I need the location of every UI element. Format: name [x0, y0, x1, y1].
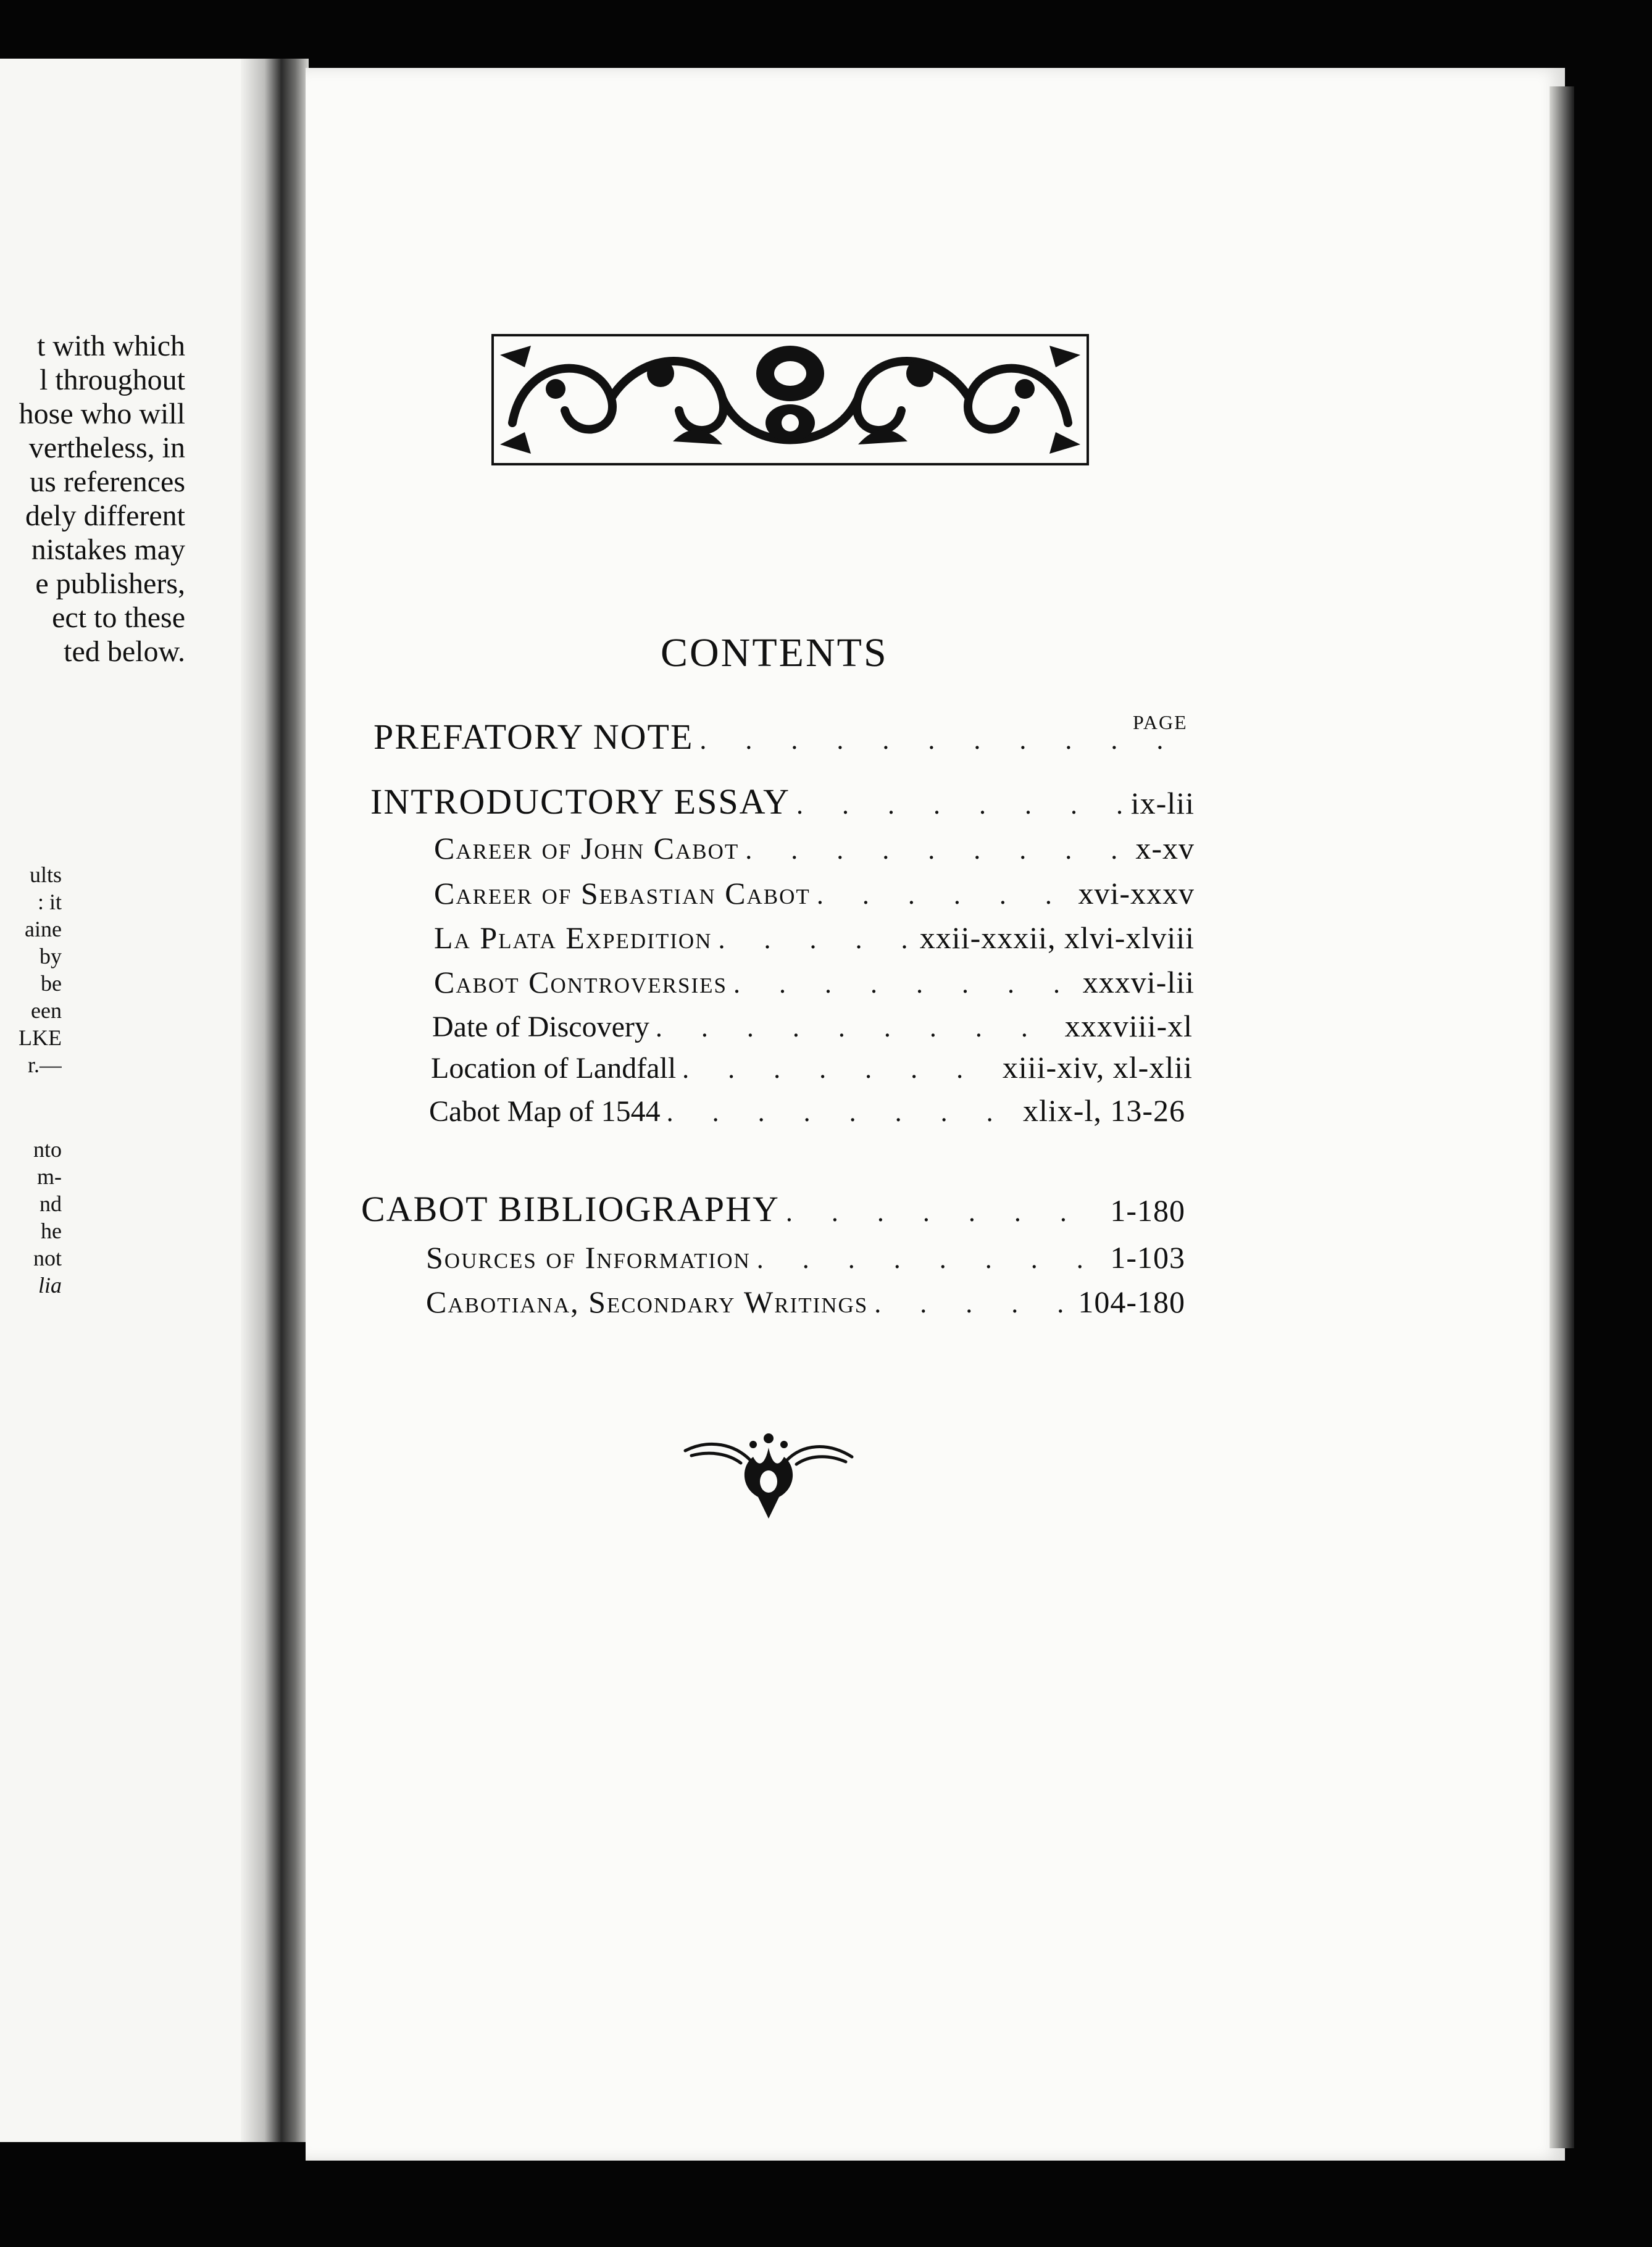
toc-entry-pages: 104-180	[1078, 1285, 1185, 1319]
toc-entry-title: Date of Discovery	[432, 1011, 649, 1043]
toc-entry-cabot-bibliography[interactable]	[361, 1188, 1185, 1230]
toc-entry-title: Cabot Controversies	[434, 965, 727, 999]
toc-entry-pages: xxxviii-xl	[1064, 1009, 1193, 1043]
toc-entry-title: Career of John Cabot	[434, 831, 740, 865]
toc-entry-title: La Plata Expedition	[434, 920, 712, 955]
toc-entry-pages: ix-lii	[1130, 786, 1195, 820]
toc-entry-title: Cabotiana, Secondary Writings	[426, 1285, 869, 1319]
facing-text-line: nistakes may	[31, 533, 185, 566]
facing-text-line: l throughout	[40, 364, 185, 396]
facing-note-line: lia	[38, 1273, 62, 1298]
facing-text-line: dely different	[25, 499, 185, 532]
dot-leader	[733, 968, 1078, 999]
facing-page	[0, 59, 252, 2142]
toc-entry-la-plata-expedition[interactable]	[434, 920, 1195, 956]
facing-text-line: ect to these	[52, 601, 185, 634]
toc-entry-career-john-cabot[interactable]	[434, 830, 1195, 866]
facing-note-line: : it	[37, 890, 62, 914]
facing-note-line: aine	[25, 917, 62, 941]
facing-text-line: us references	[30, 465, 185, 498]
dot-leader	[796, 789, 1126, 820]
toc-entry-cabot-controversies[interactable]	[434, 964, 1195, 1000]
facing-note-line: nd	[40, 1191, 62, 1216]
dot-leader	[745, 834, 1130, 865]
dot-leader	[817, 879, 1074, 911]
dot-leader	[874, 1288, 1073, 1319]
toc-entry-date-of-discovery[interactable]	[432, 1008, 1193, 1044]
dot-leader	[667, 1096, 1018, 1128]
dot-leader	[699, 724, 1190, 756]
page-column-label: PAGE	[1133, 711, 1188, 733]
facing-note-line: be	[41, 971, 62, 996]
toc-entry-title: PREFATORY NOTE	[373, 717, 694, 757]
dot-leader	[682, 1053, 998, 1085]
toc-entry-title: Location of Landfall	[431, 1052, 677, 1085]
flower-tailpiece-icon	[679, 1426, 858, 1525]
toc-entry-introductory-essay[interactable]	[370, 781, 1195, 822]
facing-text-line: hose who will	[19, 398, 185, 430]
toc-entry-prefatory-note[interactable]	[373, 716, 1195, 757]
facing-note-line: he	[41, 1219, 62, 1243]
toc-entry-pages: xiii-xiv, xl-xlii	[1002, 1050, 1193, 1085]
page-edge	[1550, 86, 1574, 2148]
toc-entry-cabot-map-1544[interactable]	[429, 1093, 1185, 1128]
facing-note-line: not	[33, 1246, 62, 1270]
toc-entry-pages: x-xv	[1135, 831, 1195, 865]
facing-note-line: een	[31, 998, 62, 1023]
dot-leader	[718, 923, 914, 955]
facing-text-line: e publishers,	[35, 567, 185, 600]
page-title: CONTENTS	[661, 630, 888, 675]
facing-note-line: by	[40, 944, 62, 969]
toc-entry-career-sebastian-cabot[interactable]	[434, 875, 1195, 911]
toc-entry-title: Career of Sebastian Cabot	[434, 876, 811, 911]
facing-note-line: m-	[37, 1164, 62, 1189]
toc-entry-cabotiana-secondary-writings[interactable]	[426, 1284, 1185, 1320]
facing-note-line: LKE	[19, 1025, 62, 1050]
toc-entry-pages: xlix-l, 13-26	[1023, 1093, 1185, 1128]
facing-text-line: vertheless, in	[28, 431, 185, 464]
toc-entry-pages: xvi-xxxv	[1078, 876, 1195, 911]
toc-entry-pages: xxxvi-lii	[1082, 965, 1195, 999]
facing-text-line: ted below.	[64, 635, 185, 668]
facing-note-line: r.—	[27, 1053, 62, 1077]
toc-entry-sources-of-information[interactable]	[426, 1240, 1185, 1275]
dot-leader	[656, 1012, 1060, 1043]
facing-note-line: nto	[33, 1137, 62, 1162]
toc-entry-title: INTRODUCTORY ESSAY	[370, 782, 791, 822]
floral-scroll-headpiece-icon	[488, 330, 1093, 469]
toc-entry-pages: 1-180	[1110, 1193, 1185, 1228]
dot-leader	[757, 1243, 1106, 1275]
facing-note-line: ults	[29, 862, 62, 887]
dot-leader	[786, 1196, 1106, 1228]
toc-entry-pages: 1-103	[1110, 1240, 1185, 1275]
toc-entry-title: Cabot Map of 1544	[429, 1095, 661, 1128]
toc-entry-title: Sources of Information	[426, 1240, 751, 1275]
toc-entry-title: CABOT BIBLIOGRAPHY	[361, 1189, 780, 1229]
book-gutter	[241, 59, 309, 2142]
toc-entry-pages: xxii-xxxii, xlvi-xlviii	[919, 920, 1195, 955]
toc-entry-location-of-landfall[interactable]	[431, 1049, 1193, 1085]
facing-text-line: t with which	[37, 330, 185, 362]
